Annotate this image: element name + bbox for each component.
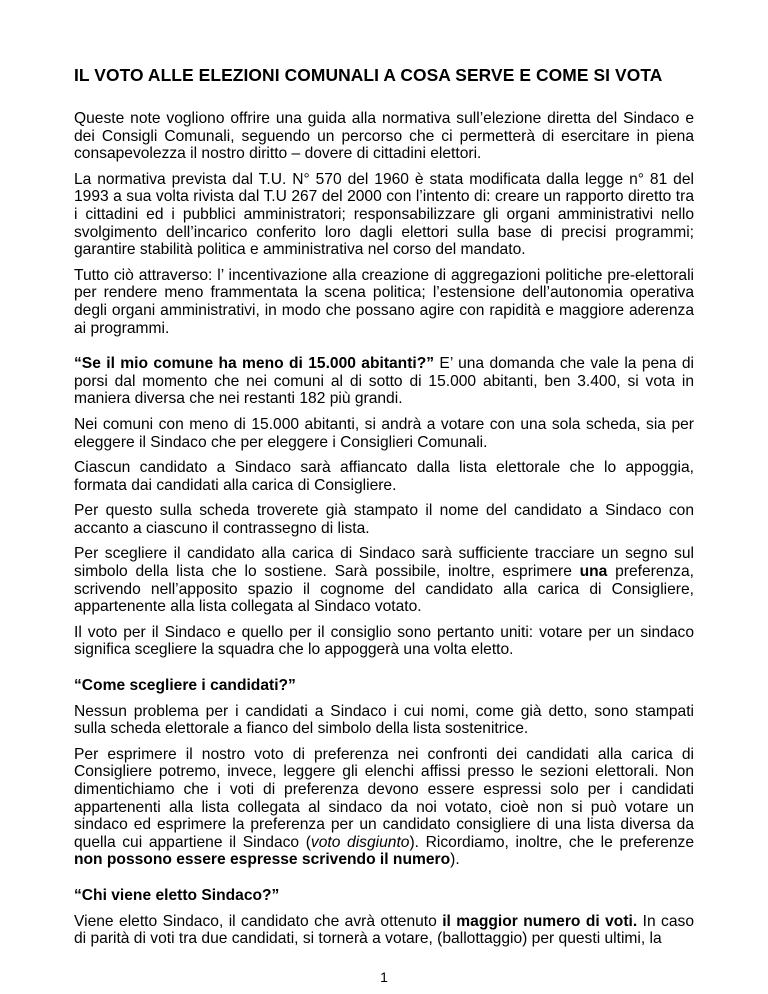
- emphasis-voto-disgiunto: voto disgiunto: [310, 833, 410, 851]
- paragraph-lista-elettorale: Ciascun candidato a Sindaco sarà affiancato dalla lista elettorale che lo appoggia, formata dai candidati alla carica di Consigliere.: [74, 459, 694, 494]
- heading-chi-eletto: “Chi viene eletto Sindaco?”: [74, 886, 280, 904]
- emphasis-una: una: [579, 563, 608, 581]
- question-abitanti: “Se il mio comune ha meno di 15.000 abitanti?”: [74, 355, 435, 373]
- page-number: 1: [380, 969, 388, 985]
- paragraph-preferenza: Per scegliere il candidato alla carica di Sindaco sarà sufficiente tracciare un segno sul simbolo della lista che lo sostiene. Sarà possibile, inoltre, esprimere una preferenza, scrivendo nell’apposito spazio il cognome del candidato alla carica di Consigliere, appartenente alla lista collegata al Sindaco votato.: [74, 545, 694, 616]
- document-title: IL VOTO ALLE ELEZIONI COMUNALI A COSA SERVE E COME SI VOTA: [74, 65, 663, 85]
- document-body: [74, 110, 694, 956]
- paragraph-nomi-stampati: Nessun problema per i candidati a Sindaco i cui nomi, come già detto, sono stampati sulla scheda elettorale a fianco del simbolo della lista sostenitrice.: [74, 702, 694, 738]
- question-abitanti-answer: E’ una domanda che vale la pena di porsi dal momento che nei comuni al di sotto di 15.000 abitanti, ben 3.400, si vota in maniera diversa che nei restanti 182 più grandi.: [74, 355, 695, 408]
- paragraph-incentivazione: Tutto ciò attraverso: l’ incentivazione alla creazione di aggregazioni politiche pre-elettorali per rendere meno frammentata la scena politica; l’estensione dell’autonomia operativa degli organi amministrativi, in modo che possano agire con rapidità e maggiore aderenza ai programmi.: [74, 266, 694, 337]
- paragraph-normativa: La normativa prevista dal T.U. N° 570 del 1960 è stata modificata dalla legge n° 81 del 1993 a sua volta rivista dal T.U 267 del 2000 con l’intento di: creare un rapporto diretto tra i cittadini ed i pubblici amministratori; responsabilizzare gli organi amministrativi nello svolgimento dell’incarico conferito loro dagli elettori sulla base di precisi programmi; garantire stabilità politica e amministrativa nel corso del mandato.: [74, 170, 694, 259]
- paragraph-intro: Queste note vogliono offrire una guida alla normativa sull’elezione diretta del Sindaco e dei Consigli Comunali, seguendo un percorso che ci permetterà di esercitare in piena consapevolezza il nostro diritto – dovere di cittadini elettori.: [74, 110, 694, 163]
- paragraph-scheda-unica: Nei comuni con meno di 15.000 abitanti, si andrà a votare con una sola scheda, sia per eleggere il Sindaco che per eleggere i Consiglieri Comunali.: [74, 415, 694, 451]
- paragraph-eletto-sindaco: Viene eletto Sindaco, il candidato che avrà ottenuto il maggior numero di voti. In caso di parità di voti tra due candidati, si tornerà a votare, (ballottaggio) per questi ultimi, la: [74, 912, 694, 948]
- heading-scegliere-candidati: “Come scegliere i candidati?”: [74, 677, 296, 695]
- paragraph-voto-preferenza: Per esprimere il nostro voto di preferenza nei confronti dei candidati alla carica di Consigliere potremo, invece, leggere gli elenchi affissi presso le sezioni elettorali. Non dimentichiamo che i voti di preferenza devono essere espressi solo per i candidati appartenenti alla lista collegata al sindaco da noi votato, cioè non si può votare un sindaco ed esprimere la preferenza per un candidato consigliere di una lista diversa da quella cui appartiene il Sindaco (voto disgiunto). Ricordiamo, inoltre, che le preferenze non possono essere espresse scrivendo il numero).: [74, 745, 695, 869]
- emphasis-maggior-numero: il maggior numero di voti.: [442, 912, 638, 930]
- emphasis-non-numero: non possono essere espresse scrivendo il numero: [74, 851, 451, 869]
- paragraph-contrassegno: Per questo sulla scheda troverete già stampato il nome del candidato a Sindaco con accanto a ciascuno il contrassegno di lista.: [74, 502, 694, 537]
- paragraph-voto-unito: Il voto per il Sindaco e quello per il consiglio sono pertanto uniti: votare per un sindaco significa scegliere la squadra che lo appoggerà una volta eletto.: [74, 623, 694, 659]
- paragraph-question-abitanti: [74, 355, 694, 408]
